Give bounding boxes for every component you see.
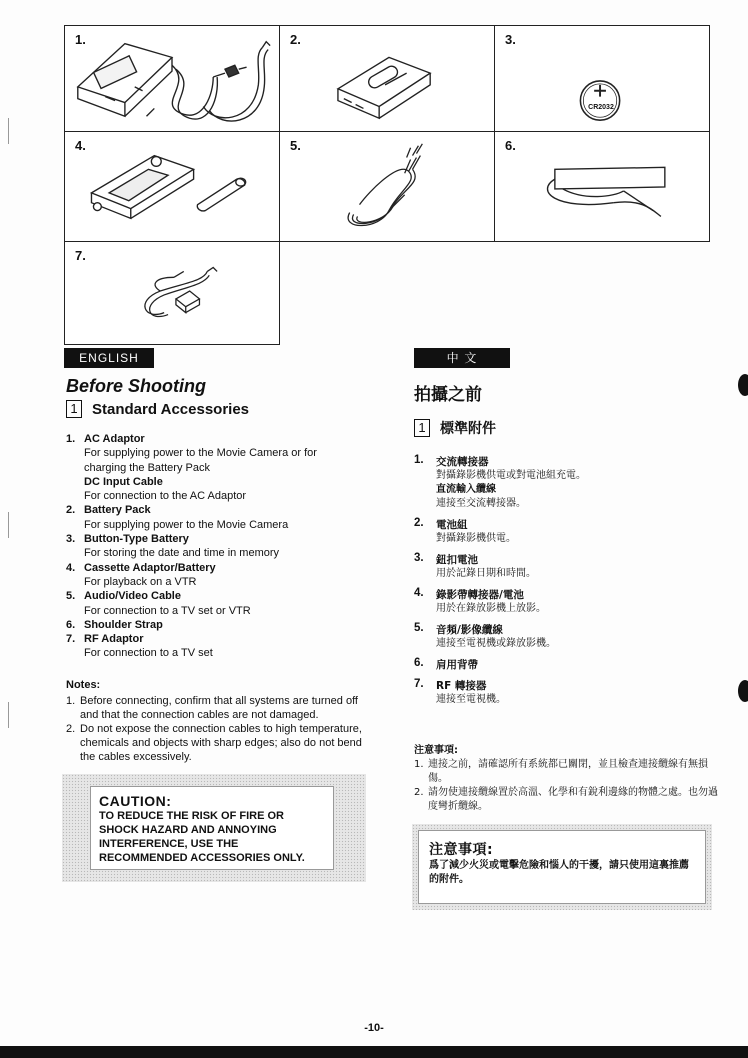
cell-number: 7.	[75, 248, 86, 263]
rf-adaptor-icon	[65, 242, 279, 344]
english-caution-box	[62, 774, 366, 882]
accessory-cell-1	[64, 25, 280, 132]
item-description: For playback on a VTR	[84, 575, 197, 588]
item-number: 3.	[66, 533, 76, 546]
item-title-text: RF Adaptor	[84, 633, 144, 646]
item-number: 3.	[414, 552, 424, 564]
item-description: For supplying power to the Movie Camera or for	[84, 447, 317, 460]
item-number: 5.	[414, 622, 424, 634]
note-item	[414, 758, 724, 786]
item-title-text: 交流轉接器	[436, 456, 489, 468]
cell-number: 4.	[75, 138, 86, 153]
item-description: For connection to a TV set or VTR	[84, 604, 251, 617]
item-description: 用於在錄放影機上放影。	[436, 603, 546, 614]
accessory-cell-3	[494, 25, 710, 132]
accessory-item	[66, 561, 356, 590]
accessory-item-title	[66, 632, 356, 646]
item-subtitle: 直流輸入纜線	[436, 484, 496, 495]
accessory-cell-7	[64, 241, 280, 345]
caution-title: CAUTION:	[99, 793, 172, 809]
accessory-cell-4	[64, 131, 280, 242]
item-number: 7.	[414, 678, 424, 690]
accessory-cell-2	[279, 25, 495, 132]
accessory-item	[66, 618, 356, 632]
av-cable-icon	[280, 132, 494, 241]
item-title-text: 鈕扣電池	[436, 554, 478, 566]
note-text: Do not expose the connection cables to high temperature, chemicals and objects with sharp edges; also do not bend the cables excessively.	[80, 723, 362, 763]
cell-number: 5.	[290, 138, 301, 153]
item-description: For connection to the AC Adaptor	[84, 490, 247, 503]
caution-text: TO REDUCE THE RISK OF FIRE OR SHOCK HAZARD AND ANNOYING INTERFERENCE, USE THE RECOMMENDED ACCESSORIES ONLY.	[99, 810, 305, 864]
item-description: 連接至交流轉接器。	[436, 498, 526, 509]
button-battery-icon	[495, 26, 709, 131]
shoulder-strap-icon	[495, 132, 709, 241]
margin-line	[8, 118, 9, 144]
note-item	[66, 722, 366, 764]
item-description: 用於記錄日期和時間。	[436, 568, 536, 579]
item-number: 6.	[66, 618, 76, 631]
item-title-text: Battery Pack	[84, 504, 151, 517]
item-description: For connection to a TV set	[84, 647, 213, 660]
item-description: 對攝錄影機供電或對電池組充電。	[436, 470, 586, 481]
caution-panel	[90, 786, 334, 870]
note-text: Before connecting, confirm that all systems are turned off and that the connection cables are not damaged.	[80, 695, 358, 721]
item-number: 7.	[66, 633, 76, 646]
note-text: 請勿使連接纜線置於高溫、化學和有銳利邊緣的物體之處。也勿過度彎折纜線。	[428, 787, 718, 812]
note-text: 連接之前，請確認所有系統都已關閉，並且檢查連接纜線有無損傷。	[428, 759, 708, 784]
item-title-text: AC Adaptor	[84, 433, 145, 445]
notes-title: 注意事項:	[414, 745, 458, 756]
accessory-item	[66, 589, 356, 618]
item-title-text: 錄影帶轉接器/電池	[436, 589, 524, 601]
battery-label: CR2032	[588, 104, 614, 111]
chinese-accessory-list	[414, 454, 724, 713]
english-tab: ENGLISH	[64, 348, 154, 368]
accessory-item-title	[414, 678, 724, 693]
item-number: 1.	[414, 454, 424, 466]
item-number: 1.	[66, 433, 76, 445]
section-number-box: 1	[66, 400, 82, 418]
item-description: 連接至電視機。	[436, 694, 506, 705]
note-number: 2.	[66, 723, 76, 735]
accessory-item-title	[414, 587, 724, 602]
margin-line	[8, 512, 9, 538]
item-subtitle: DC Input Cable	[84, 475, 163, 488]
accessory-item-title	[414, 517, 724, 532]
caution-panel	[418, 830, 706, 904]
chinese-tab: 中 文	[414, 348, 510, 368]
accessory-item	[414, 454, 724, 511]
accessory-item	[414, 657, 724, 672]
page-number: -10-	[364, 1022, 384, 1034]
english-title: Before Shooting	[66, 376, 206, 396]
chinese-caution-box	[412, 824, 712, 910]
cassette-adaptor-icon	[65, 132, 279, 241]
item-description: 連接至電視機或錄放影機。	[436, 638, 556, 649]
english-section-heading	[66, 400, 249, 418]
accessory-item	[414, 587, 724, 616]
item-title-text: Cassette Adaptor/Battery	[84, 561, 216, 574]
item-title-text: 音頻/影像纜線	[436, 624, 503, 636]
item-number: 5.	[66, 590, 76, 603]
item-number: 2.	[414, 517, 424, 529]
section-title: Standard Accessories	[92, 400, 250, 418]
bottom-border	[0, 1046, 748, 1058]
accessory-item	[414, 517, 724, 546]
margin-line	[8, 702, 9, 728]
item-number: 4.	[66, 561, 76, 574]
english-notes	[66, 678, 366, 764]
binding-mark	[738, 680, 748, 702]
item-title-text: 電池組	[436, 519, 468, 531]
accessory-item-title	[66, 618, 356, 632]
item-title-text: Audio/Video Cable	[84, 590, 181, 603]
item-description: charging the Battery Pack	[84, 461, 210, 474]
accessory-item	[414, 552, 724, 581]
english-accessory-list	[66, 432, 356, 661]
cell-number: 1.	[75, 32, 86, 47]
accessory-item-title	[66, 561, 356, 575]
item-number: 2.	[66, 504, 76, 517]
accessory-item	[414, 622, 724, 651]
item-description: For storing the date and time in memory	[84, 547, 280, 560]
accessory-item	[66, 632, 356, 661]
accessory-item	[66, 532, 356, 561]
cell-number: 2.	[290, 32, 301, 47]
section-title: 標準附件	[440, 421, 496, 437]
accessory-item-title	[414, 657, 724, 672]
caution-title: 注意事項:	[429, 842, 494, 858]
chinese-section-heading	[414, 418, 496, 438]
ac-adaptor-icon	[65, 26, 279, 131]
item-title-text: Shoulder Strap	[84, 618, 163, 631]
accessory-item	[66, 503, 356, 532]
accessory-item	[414, 678, 724, 707]
notes-title: Notes:	[66, 679, 101, 691]
section-number-box: 1	[414, 419, 430, 437]
accessory-item-title	[66, 432, 356, 446]
note-number: 2.	[414, 787, 424, 798]
accessory-cell-5	[279, 131, 495, 242]
item-title-text: Button-Type Battery	[84, 533, 189, 546]
binding-mark	[738, 374, 748, 396]
chinese-notes	[414, 744, 724, 814]
accessory-cell-6	[494, 131, 710, 242]
accessory-item-title	[414, 622, 724, 637]
cell-number: 6.	[505, 138, 516, 153]
item-description: 對攝錄影機供電。	[436, 533, 516, 544]
battery-pack-icon	[280, 26, 494, 131]
accessory-item-title	[414, 454, 724, 469]
item-number: 4.	[414, 587, 424, 599]
chinese-title: 拍攝之前	[414, 385, 482, 405]
accessory-item-title	[66, 503, 356, 517]
note-number: 1.	[414, 759, 424, 770]
note-number: 1.	[66, 695, 76, 707]
accessory-item-title	[414, 552, 724, 567]
item-description: For supplying power to the Movie Camera	[84, 518, 289, 531]
accessory-item	[66, 432, 356, 503]
note-item	[414, 786, 724, 814]
accessory-item-title	[66, 532, 356, 546]
item-number: 6.	[414, 657, 424, 669]
item-title-text: 肩用背帶	[436, 659, 478, 671]
cell-number: 3.	[505, 32, 516, 47]
accessory-item-title	[66, 589, 356, 603]
caution-text: 爲了減少火災或電擊危險和惱人的干擾，請只使用這裏推薦的附件。	[429, 860, 689, 885]
item-title-text: RF 轉接器	[436, 680, 487, 692]
note-item	[66, 694, 366, 722]
